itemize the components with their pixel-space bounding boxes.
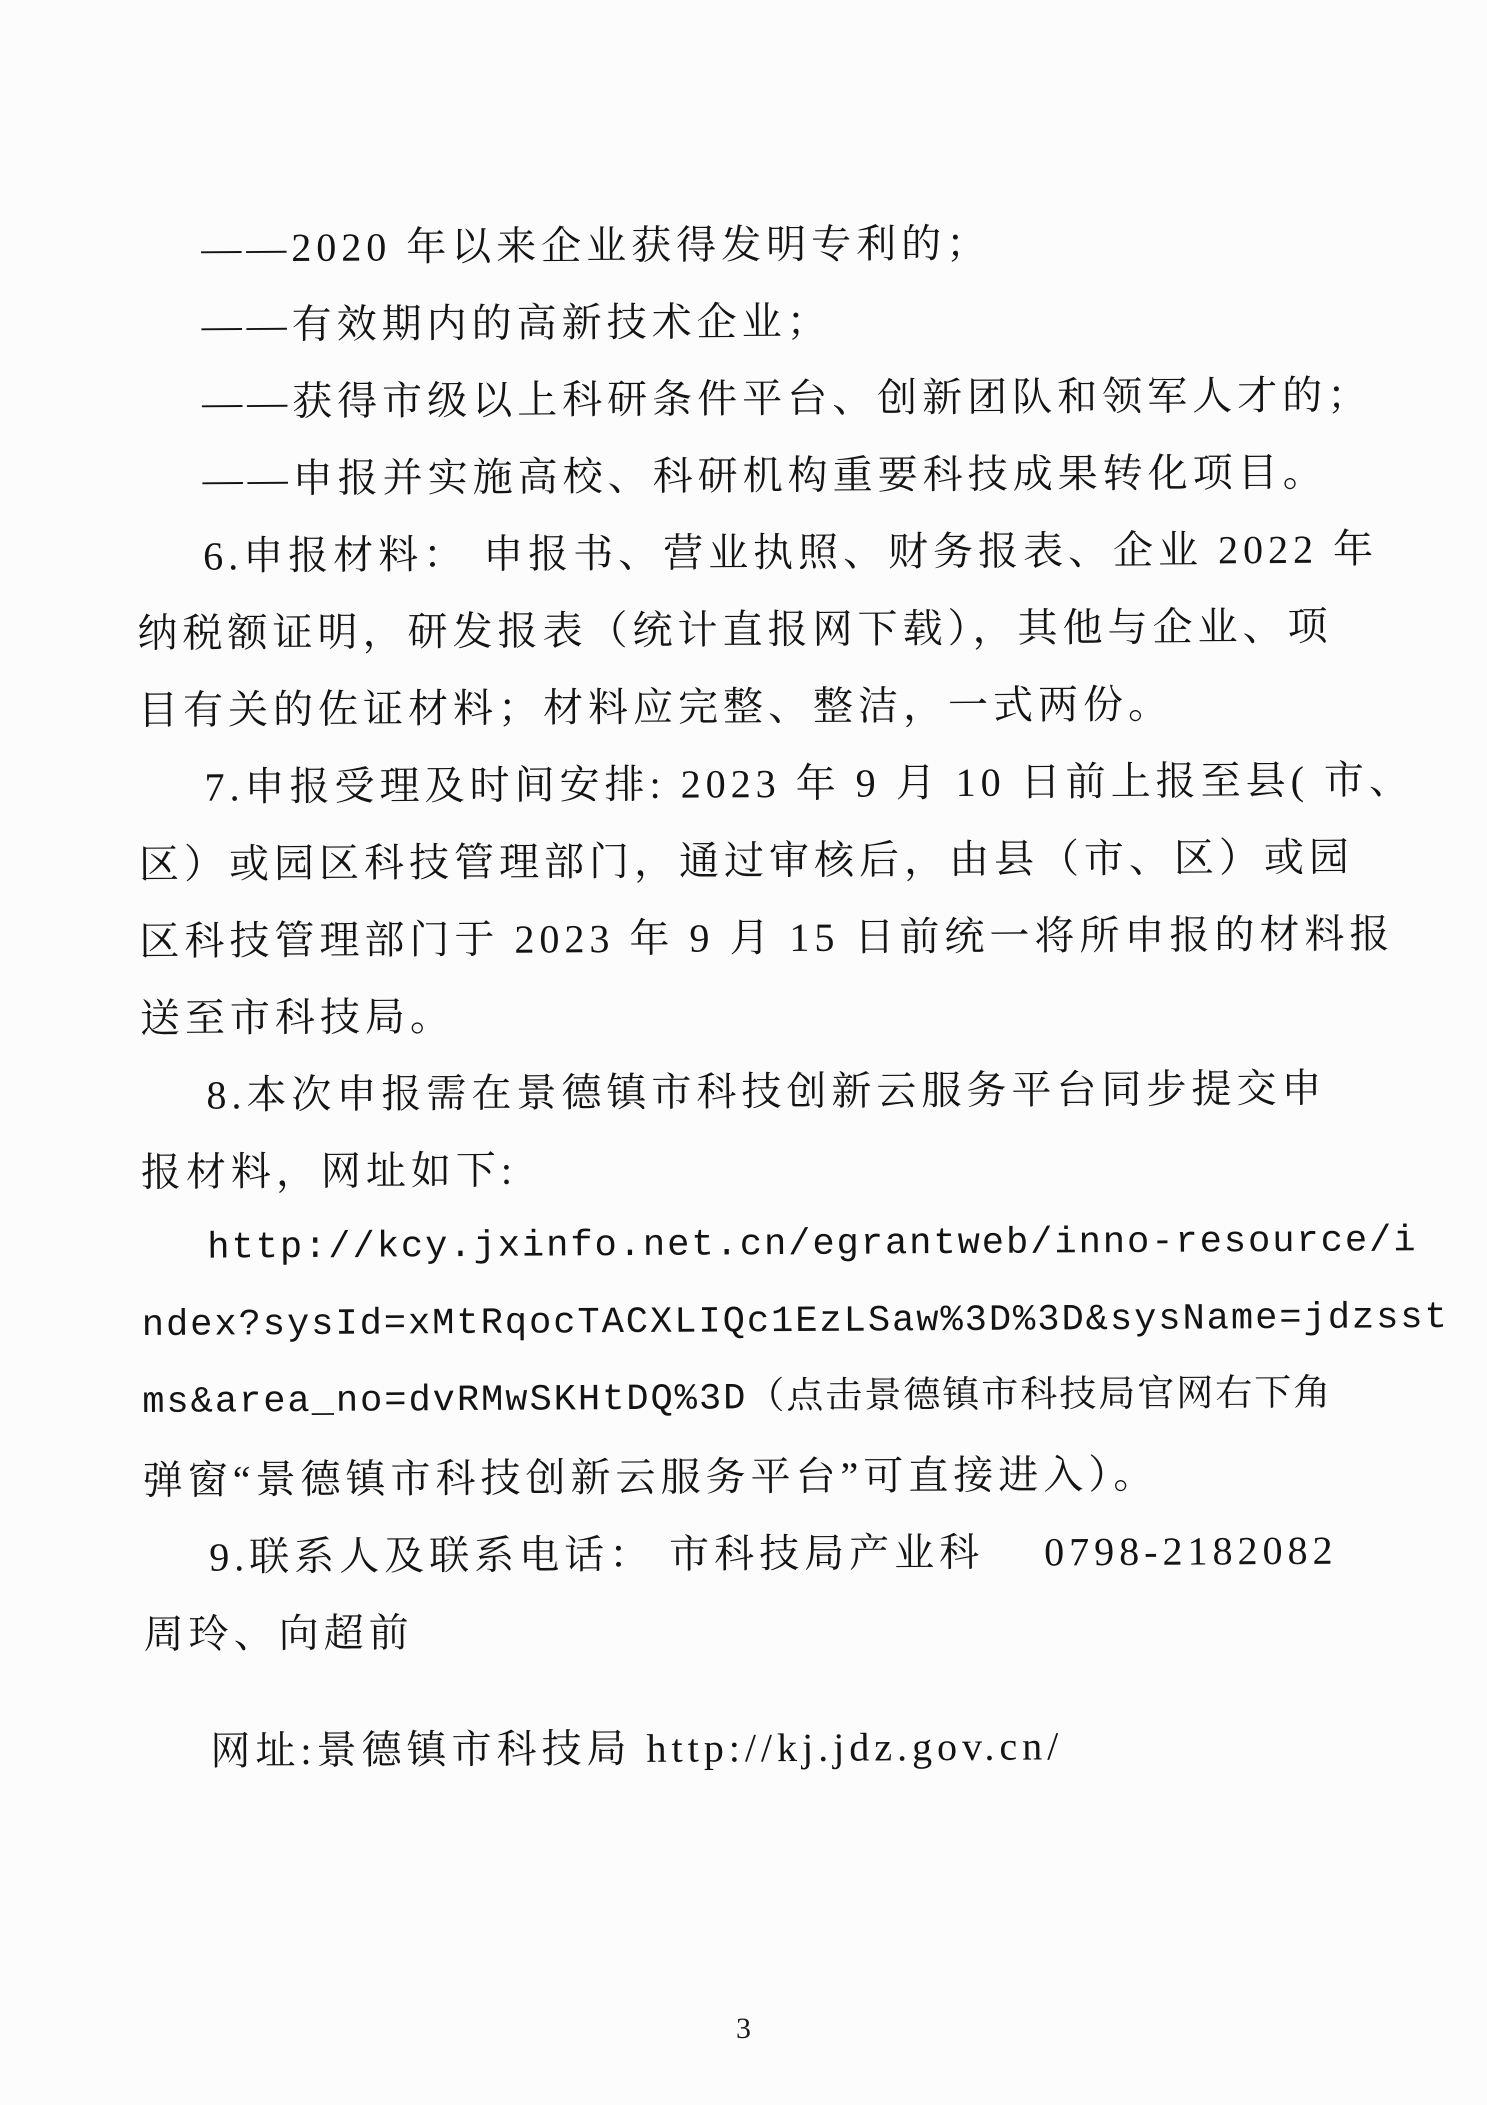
text-line: 报材料，网址如下: bbox=[140, 1147, 518, 1195]
text-line: 送至市科技局。 bbox=[139, 994, 456, 1041]
text-line: ——获得市级以上科研条件平台、创新团队和领军人才的； bbox=[202, 372, 1373, 425]
url-line: http://kcy.jxinfo.net.cn/egrantweb/inno-resource/i bbox=[207, 1220, 1418, 1270]
text-line: 区）或园区科技管理部门，通过审核后，由县（市、区）或园 bbox=[138, 834, 1355, 887]
text-line: 8.本次申报需在景德镇市科技创新云服务平台同步提交申 bbox=[206, 1065, 1327, 1118]
text-line: ——有效期内的高新技术企业； bbox=[201, 298, 832, 348]
text-line: ——2020 年以来企业获得发明专利的； bbox=[201, 220, 992, 271]
website-line: 网址:景德镇市科技局 http://kj.jdz.gov.cn/ bbox=[210, 1723, 1064, 1774]
text-line: 区科技管理部门于 2023 年 9 月 15 日前统一将所申报的材料报 bbox=[139, 911, 1395, 964]
text-line: 6.申报材料： 申报书、营业执照、财务报表、企业 2022 年 bbox=[202, 526, 1379, 579]
contact-line: 周玲、向超前 bbox=[143, 1610, 414, 1657]
text-line: 7.申报受理及时间安排: 2023 年 9 月 10 日前上报至县( 市、 bbox=[204, 757, 1415, 810]
document-body bbox=[135, 202, 1449, 1789]
text-line: 目有关的佐证材料；材料应完整、整洁，一式两份。 bbox=[137, 681, 1174, 733]
text-line: ——申报并实施高校、科研机构重要科技成果转化项目。 bbox=[202, 449, 1328, 502]
text-line: 纳税额证明，研发报表（统计直报网下载），其他与企业、项 bbox=[137, 603, 1333, 656]
text-line: 弹窗“景德镇市科技创新云服务平台”可直接进入）。 bbox=[142, 1451, 1159, 1503]
contact-line: 9.联系人及联系电话： 市科技局产业科 0798-2182082 bbox=[209, 1527, 1338, 1580]
page-number: 3 bbox=[736, 2012, 751, 2045]
url-line: ms&area_no=dvRMwSKHtDQ%3D（点击景德镇市科技局官网右下角 bbox=[142, 1374, 1333, 1424]
url-line: ndex?sysId=xMtRqocTACXLIQc1EzLSaw%3D%3D&sysName=jdzsst bbox=[141, 1296, 1449, 1347]
